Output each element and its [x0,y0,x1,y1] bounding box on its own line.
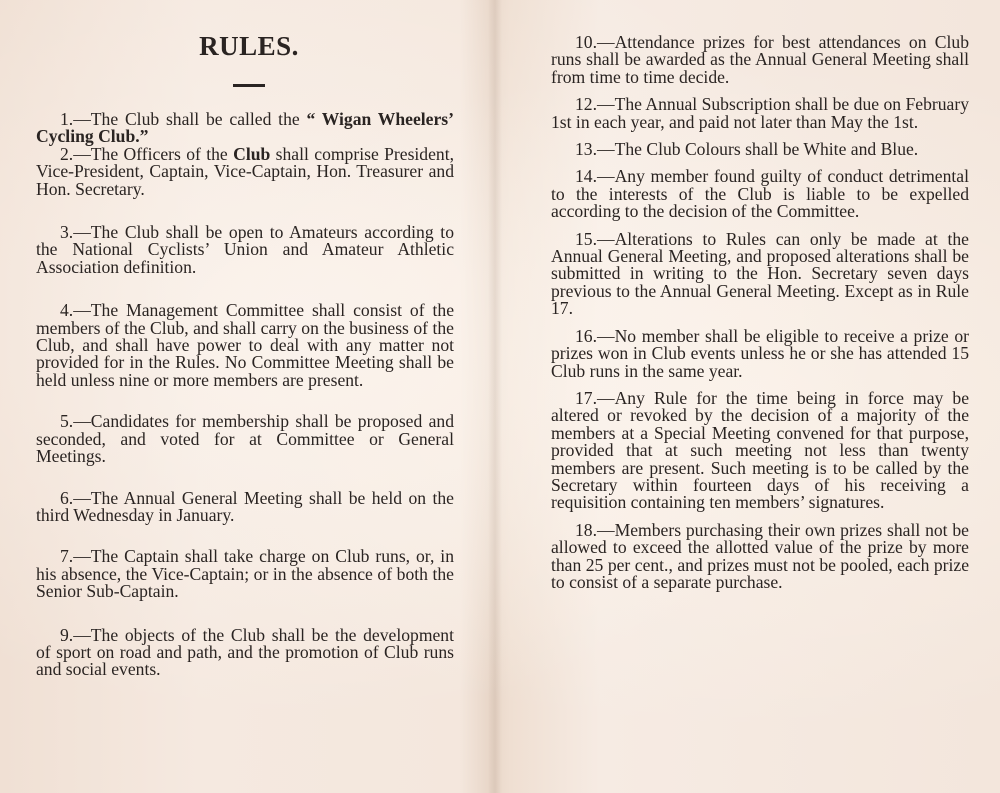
rule-5-text: 5.—Candidates for membership shall be proposed and seconded, and voted for at Committee or General Meetings. [36,411,454,467]
rule-18-text: 18.—Members purchasing their own prizes shall not be allowed to exceed the allotted value of the prize by more than 25 per cent., and prizes must not be pooled, each prize to consist of a separate purchase. [551,519,969,592]
page-title: RULES. [199,31,299,61]
rule-6-text: 6.—The Annual General Meeting shall be held on the third Wednesday in January. [36,487,454,525]
rule-3 [36,224,454,276]
rule-14 [551,168,969,220]
title-divider [233,84,265,87]
left-page [36,0,454,679]
rule-2-emphasis: Club [233,143,271,164]
rule-10-text: 10.—Attendance prizes for best attendances on Club runs shall be awarded as the Annual General Meeting shall from time to time decide. [551,32,969,87]
rule-7-text: 7.—The Captain shall take charge on Club runs, or, in his absence, the Vice-Captain; or in the absence of both the Senior Sub-Captain. [36,546,454,602]
rule-7 [36,548,454,600]
rule-15-text: 15.—Alterations to Rules can only be made at the Annual General Meeting, and proposed alterations shall be submitted in writing to the Hon. Secretary seven days previous to the Annual General Meeting. Except as in Rule 17. [551,228,969,319]
rule-9 [36,624,454,680]
rule-17-text: 17.—Any Rule for the time being in force may be altered or revoked by the decision of a majority of the members at a Special Meeting convened for that purpose, provided that at such meeting not less than twenty members are present. Such meeting is to be called by the Secretary within fourteen days of his receiving a requisition containing ten members’ signatures. [551,387,969,513]
rule-1-club-name: “ Wigan Wheelers’ Cycling Club.” [36,109,454,147]
rule-4-text: 4.—The Management Committee shall consist of the members of the Club, and shall carry on the business of the Club, and shall have power to deal with any matter not provided for in the Rules. No Committee Meeting shall be held unless nine or more members are present. [36,300,454,390]
rule-16 [551,325,969,381]
rule-15 [551,228,969,319]
rule-2-text-after: shall comprise President, Vice-President, Captain, Vice-Captain, Hon. Treasurer and Hon. Secretary. [36,143,454,199]
rule-1 [36,111,454,146]
rule-13 [551,141,969,158]
rule-4 [36,302,454,389]
rule-16-text: 16.—No member shall be eligible to receive a prize or prizes won in Club events unless he or she has attended 15 Club runs in the same year. [551,325,969,381]
rule-1-text-before: 1.—The Club shall be called the [60,109,307,129]
page-gutter [488,0,502,793]
right-page [551,0,969,591]
left-rules-list [36,111,454,679]
right-rules-list [551,34,969,591]
rule-17 [551,387,969,513]
rule-13-text: 13.—The Club Colours shall be White and Blue. [575,139,919,160]
rule-10 [551,34,969,86]
rule-3-text: 3.—The Club shall be open to Amateurs according to the National Cyclists’ Union and Amateur Athletic Association definition. [36,222,454,277]
rule-5 [36,413,454,465]
rule-2-text-before: 2.—The Officers of the [60,143,234,164]
rule-14-text: 14.—Any member found guilty of conduct detrimental to the interests of the Club is liable to be expelled according to the decision of the Committee. [551,166,969,222]
rule-12-text: 12.—The Annual Subscription shall be due on February 1st in each year, and paid not later than May the 1st. [551,94,969,132]
rule-18 [551,519,969,592]
rule-6 [36,487,454,525]
rule-2 [36,143,454,199]
rule-9-text: 9.—The objects of the Club shall be the development of sport on road and path, and the promotion of Club runs and social events. [36,624,454,680]
rule-12 [551,96,969,131]
